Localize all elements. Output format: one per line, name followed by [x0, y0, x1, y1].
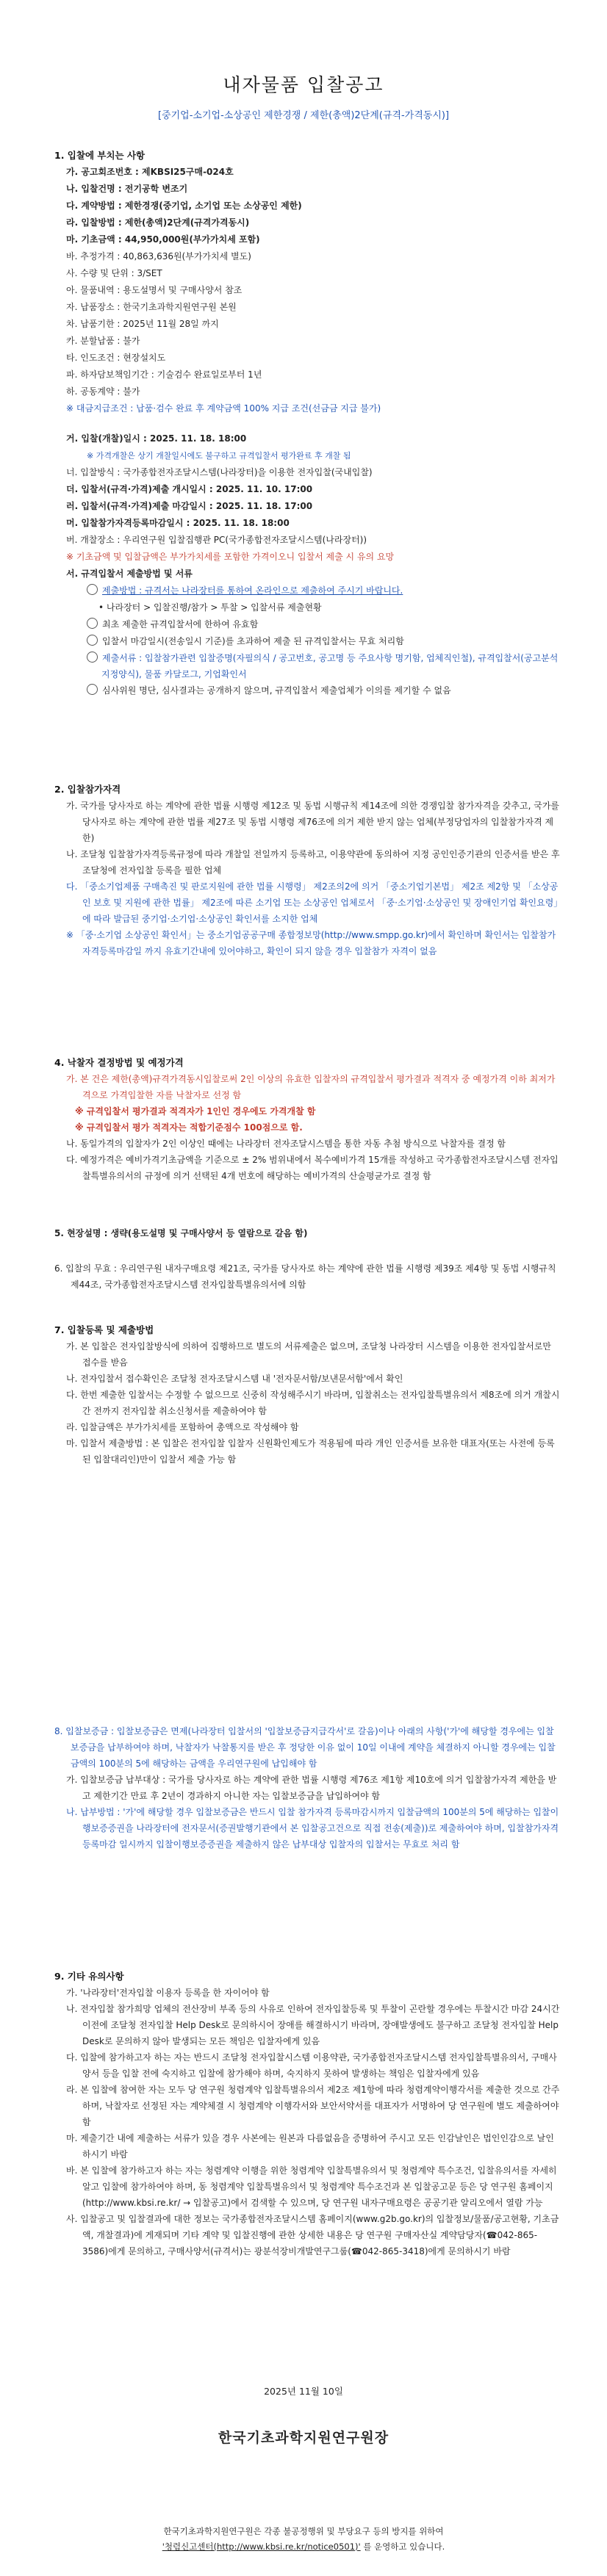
- site-explanation: 5. 현장설명 : 생략(용도설명 및 구매사양서 등 열람으로 갈음 함): [54, 1228, 308, 1238]
- s1-item: 나. 입찰건명 : 전기공학 변조기: [66, 184, 188, 194]
- bullet-circle-icon: [87, 684, 98, 695]
- section-7-heading: 7. 입찰등록 및 제출방법: [54, 1324, 154, 1335]
- docs-item: 입찰서 마감일시(전송일시 기준)를 초과하여 제출 된 규격입찰서는 무효 처리함: [87, 633, 561, 650]
- s9-item: 사. 입찰공고 및 입찰결과에 대한 정보는 국가종합전자조달시스템 홈페이지(www.g2b.go.kr)의 입찰정보/물품/공고현황, 기초금액, 개찰결과)에 게재되며 기타 계약 및 입찰진행에 관한 상세한 내용은 당 연구원 구매자산실 계약담당자(☎042-865-3586)에게 문의하고, 구매사양서(규격서)는 광분석장비개발연구그룹(☎042-865-3418)에게 문의하시기 바람: [66, 2214, 559, 2256]
- s9-item: 나. 전자입찰 참가희망 업체의 전산장비 부족 등의 사유로 인하여 전자입찰등록 및 투찰이 곤란할 경우에는 투찰시간 마감 24시간이전에 조달청 전자입찰 Help Desk로 문의하시어 장애를 해결하시기 바라며, 장애발생에도 불구하고 조달청 전자입찰 Help Desk로 문의하지 않아 발생되는 모든 책임은 입찰자에게 있음: [66, 2004, 560, 2046]
- section-9-heading: 9. 기타 유의사항: [54, 1971, 124, 1982]
- section-9: [54, 1969, 561, 2259]
- s2-item-confirmation-note: ※ 「중·소기업 소상공인 확인서」는 중소기업공공구매 종합정보망(http://www.smpp.go.kr)에서 확인하며 확인서는 입찰참가자격등록마감일 까지 유효기간내에 있어야하고, 확인이 되지 않을 경우 입찰참가 자격이 없음: [66, 930, 556, 956]
- section-2-heading: 2. 입찰참가자격: [54, 784, 121, 795]
- s2-item-small-business: 다. 「중소기업제품 구매촉진 및 판로지원에 관한 법률 시행령」 제2조의2에 의거 「중소기업기본법」 제2조 제2항 및 「소상공인 보호 및 지원에 관한 법률」 제2조에 따른 소기업 또는 소상공인 업체로서 「중·소기업·소상공인 및 장애인기업 확인요령」에 따라 발급된 중기업·소기업·소상공인 확인서를 소지한 업체: [66, 881, 558, 924]
- s1-item: 다. 계약방법 : 제한경쟁(중기업, 소기업 또는 소상공인 제한): [66, 201, 302, 211]
- docs-item: 최초 제출한 규격입찰서에 한하여 유효함: [87, 616, 561, 633]
- s4-item: 가. 본 건은 제한(총액)규격가격동시입찰로써 2인 이상의 유효한 입찰자의 규격입찰서 평가결과 적격자 중 예정가격 이하 최저가격으로 가격입찰한 자를 낙찰자로 선정 함: [66, 1074, 556, 1100]
- section-4: [54, 1055, 561, 1184]
- section-1: [54, 147, 561, 699]
- s7-item: 나. 전자입찰서 접수확인은 조달청 전자조달시스템 내 '전자문서함/보낸문서함'에서 확인: [66, 1374, 403, 1384]
- page-title: 내자물품 입찰공고: [223, 74, 384, 95]
- invalid-bid: 6. 입찰의 무효 : 우리연구원 내자구매요령 제21조, 국가를 당사자로 하는 계약에 관한 법률 시행령 제39조 제4항 및 동법 시행규칙 제44조, 국가종합전자조달시스템 전자입찰특별유의서에 의함: [54, 1263, 556, 1290]
- page-subtitle: [중기업-소기업-소상공인 제한경쟁 / 제한(총액)2단계(규격-가격동시)]: [157, 110, 450, 121]
- s9-item: 다. 입찰에 참가하고자 하는 자는 반드시 조달청 전자입찰시스템 이용약관, 국가종합전자조달시스템 전자입찰특별유의서, 구매사양서 등을 입찰 전에 숙지하고 입찰에 참가해야 하며, 숙지하지 못하여 발생하는 책임은 입찰자에게 있음: [66, 2052, 557, 2079]
- s9-item: 가. '나라장터'전자입찰 이용자 등록을 한 자이어야 함: [66, 1988, 270, 1998]
- opening-note: ※ 가격개찰은 상기 개찰일시에도 불구하고 규격입찰서 평가완료 후 개찰 됨: [87, 451, 351, 461]
- docs-item-submit: 제출방법 : 규격서는 나라장터를 통하여 온라인으로 제출하여 주시기 바랍니다.: [87, 582, 561, 599]
- s9-item: 마. 제출기간 내에 제출하는 서류가 있을 경우 사본에는 원본과 다름없음을 증명하여 주시고 모든 인감날인은 법인인감으로 날인하시기 바람: [66, 2133, 554, 2160]
- section-5: [54, 1225, 561, 1242]
- bullet-circle-icon: [87, 652, 98, 663]
- s1-sched: 버. 개찰장소 : 우리연구원 입찰집행관 PC(국가종합전자조달시스템(나라장터)): [66, 535, 367, 545]
- docs-item: 심사위원 명단, 심사결과는 공개하지 않으며, 규격입찰서 제출업체가 이의를 제기할 수 없음: [87, 682, 561, 699]
- s4-item: 나. 동일가격의 입찰자가 2인 이상인 때에는 나라장터 전자조달시스템을 통한 자동 추첨 방식으로 낙찰자를 결정 함: [66, 1139, 506, 1149]
- section-1-heading: 1. 입찰에 부치는 사항: [54, 150, 146, 161]
- s1-item: 바. 추정가격 : 40,863,636원(부가가치세 별도): [66, 251, 251, 261]
- section-4-heading: 4. 낙찰자 결정방법 및 예정가격: [54, 1057, 184, 1068]
- s7-item: 다. 한번 제출한 입찰서는 수정할 수 없으므로 신중히 작성해주시기 바라며, 입찰취소는 전자입찰특별유의서 제8조에 의거 개찰시간 전까지 전자입찰 취소신청서를 제출하여야 함: [66, 1390, 560, 1416]
- footer-line-2: [0, 2539, 607, 2555]
- s8-item: 가. 입찰보증금 납부대상 : 국가를 당사자로 하는 계약에 관한 법률 시행령 제76조 제1항 제10호에 의거 입찰참가자격 제한을 받고 제한기간 만료 후 2년이 경과하지 아니한 자는 입찰보증금을 납입하여야 함: [66, 1775, 557, 1801]
- s1-item: 파. 하자담보책임기간 : 기술검수 완료일로부터 1년: [66, 369, 262, 380]
- s1-sched: 너. 입찰방식 : 국가종합전자조달시스템(나라장터)을 이용한 전자입찰(국내입찰): [66, 467, 373, 477]
- s1-item: 마. 기초금액 : 44,950,000원(부가가치세 포함): [66, 234, 260, 245]
- docs-item-documents: 제출서류 : 입찰참가관련 입찰증명(자필의식 / 공고번호, 공고명 등 주요사항 명기함, 업체직인철), 규격입찰서(공고분석 지정양식), 물품 카달로그, 기업확인서: [87, 650, 561, 682]
- bullet-circle-icon: [87, 618, 98, 629]
- s1-item: 타. 인도조건 : 현장설치도: [66, 353, 166, 363]
- opening-datetime: 거. 입찰(개찰)일시 : 2025. 11. 18. 18:00: [66, 433, 247, 444]
- s7-item: 마. 입찰서 제출방법 : 본 입찰은 전자입찰 입찰자 신원확인제도가 적용됨에 따라 개인 인증서를 보유한 대표자(또는 사전에 등록된 입찰대리인)만이 입찰서 제출 가능 함: [66, 1438, 555, 1465]
- vat-note: ※ 기초금액 및 입찰금액은 부가가치세를 포함한 가격이오니 입찰서 제출 시 유의 요망: [66, 552, 395, 562]
- bullet-circle-icon: [87, 635, 98, 646]
- section-2: [54, 782, 561, 959]
- footer-line-1: 한국기초과학지원연구원은 각종 불공정행위 및 부당요구 등의 방지를 위하여: [163, 2526, 444, 2536]
- s1-item: 자. 납품장소 : 한국기초과학지원연구원 본원: [66, 302, 237, 312]
- s4-item: 다. 예정가격은 예비가격기초금액을 기준으로 ± 2% 범위내에서 복수예비가격 15개를 작성하고 국가종합전자조달시스템 전자입찰특별유의서의 규정에 의거 선택된 4개 번호에 해당하는 예비가격의 산술평균가로 결정 함: [66, 1155, 558, 1181]
- s9-item: 라. 본 입찰에 참여한 자는 모두 당 연구원 청렴계약 입찰특별유의서 제2조 제1항에 따라 청렴계약이행각서를 제출한 것으로 간주하며, 낙찰자로 선정된 자는 계약체결 시 청렴계약 이행각서와 보안서약서를 대표자가 서명하여 당 연구원에 별도 제출하여야 함: [66, 2085, 560, 2127]
- s2-item: 나. 조달청 입찰참가자격등록규정에 따라 개찰일 전일까지 등록하고, 이용약관에 동의하여 지정 공인인증기관의 인증서를 받은 후 조달청에 전자입찰 등록을 필한 업체: [66, 849, 560, 876]
- bullet-circle-icon: [87, 584, 98, 595]
- footer-notice: [0, 2524, 607, 2555]
- section-6: [54, 1260, 561, 1293]
- s1-item: 라. 입찰방법 : 제한(총액)2단계(규격가격동시): [66, 217, 250, 228]
- s1-item: 아. 물품내역 : 용도설명서 및 구매사양서 참조: [66, 285, 243, 295]
- advance-payment-note: ※ 대금지급조건 : 납품·검수 완료 후 계약금액 100% 지급 조건(선금금 지급 불가): [66, 403, 381, 414]
- s8-item-payment: 나. 납부방법 : '가'에 해당할 경우 입찰보증금은 반드시 입찰 참가자격 등록마감시까지 입찰금액의 100분의 5에 해당하는 입찰이행보증증권을 나라장터에 전자문서(증권발행기관에서 본 입찰공고건으로 직접 전송(제출))로 제출하여야 하며, 입찰참가자격 등록마감 일시까지 입찰이행보증증권을 제출하지 않은 납부대상 입찰자의 입찰서는 무효로 처리 함: [66, 1807, 559, 1850]
- s1-item: 사. 수량 및 단위 : 3/SET: [66, 268, 162, 278]
- section-7: [54, 1322, 561, 1468]
- s1-sched: 머. 입찰참가자격등록마감일시 : 2025. 11. 18. 18:00: [66, 518, 290, 528]
- s1-item: 카. 분할납품 : 불가: [66, 336, 140, 346]
- notice-date: 2025년 11월 10일: [264, 2386, 343, 2397]
- section-8-heading: 8. 입찰보증금 : 입찰보증금은 면제(나라장터 입찰서의 '입찰보증금지급각서'로 갈음)이나 아래의 사항('가'에 해당할 경우에는 입찰보증금을 납부하여야 하며, 낙찰자가 낙찰통지를 받은 후 정당한 이유 없이 10일 이내에 계약을 체결하지 아니할 경우에는 입찰금액의 100분의 5에 해당하는 금액을 우리연구원에 납입해야 함: [54, 1726, 556, 1769]
- s4-note: ※ 규격입찰서 평가결과 적격자가 1인인 경우에도 가격개찰 함: [75, 1106, 316, 1116]
- s7-item: 가. 본 입찰은 전자입찰방식에 의하여 집행하므로 별도의 서류제출은 없으며, 조달청 나라장터 시스템을 이용한 전자입찰서로만 접수를 받음: [66, 1341, 552, 1368]
- s4-note: ※ 규격입찰서 평가 적격자는 적합기준점수 100점으로 함.: [75, 1122, 303, 1133]
- footer-line-2-tail: 를 운영하고 있습니다.: [363, 2541, 445, 2552]
- docs-heading: 서. 규격입찰서 제출방법 및 서류: [66, 569, 193, 579]
- section-8: [54, 1723, 561, 1852]
- s1-sched: 러. 입찰서(규격·가격)제출 마감일시 : 2025. 11. 18. 17:00: [66, 501, 313, 511]
- s1-item-list: [66, 164, 561, 699]
- s2-item: 가. 국가를 당사자로 하는 계약에 관한 법률 시행령 제12조 및 동법 시행규칙 제14조에 의한 경쟁입찰 참가자격을 갖추고, 국가를 당사자로 하는 계약에 관한 법률 제27조 및 동법 시행령 제76조에 의거 제한 받지 않는 업체(부정당업자의 입찰참가자격 제한): [66, 801, 560, 843]
- s1-item: 가. 공고회조번호 : 제KBSI25구매-024호: [66, 167, 234, 177]
- s1-sched: 더. 입찰서(규격·가격)제출 개시일시 : 2025. 11. 10. 17:00: [66, 484, 313, 494]
- s1-item: 차. 납품기한 : 2025년 11월 28일 까지: [66, 319, 219, 329]
- s9-item: 바. 본 입찰에 참가하고자 하는 자는 청렴계약 이행을 위한 청렴계약 입찰특별유의서 및 청렴계약 특수조건, 입찰유의서를 자세히 알고 입찰에 참가하여야 하며, 동 청렴계약 입찰특별유의서 및 청렴계약 특수조건과 본 입찰공고문 등은 당 연구원 홈페이지(http://www.kbsi.re.kr/ → 입찰공고)에서 검색할 수 있으며, 당 연구원 내자구매요령은 공공기관 알리오에서 열람 가능: [66, 2165, 557, 2208]
- s7-item: 라. 입찰금액은 부가가치세를 포함하여 총액으로 작성해야 함: [66, 1422, 299, 1432]
- issuer-name: 한국기초과학지원연구원장: [218, 2430, 389, 2446]
- s1-item: 하. 공동계약 : 불가: [66, 386, 140, 397]
- docs-item-path: • 나라장터 > 입찰진행/참가 > 투찰 > 입찰서류 제출현황: [98, 602, 322, 613]
- integrity-report-link[interactable]: '청렴신고센터(http://www.kbsi.re.kr/notice0501)': [162, 2541, 361, 2552]
